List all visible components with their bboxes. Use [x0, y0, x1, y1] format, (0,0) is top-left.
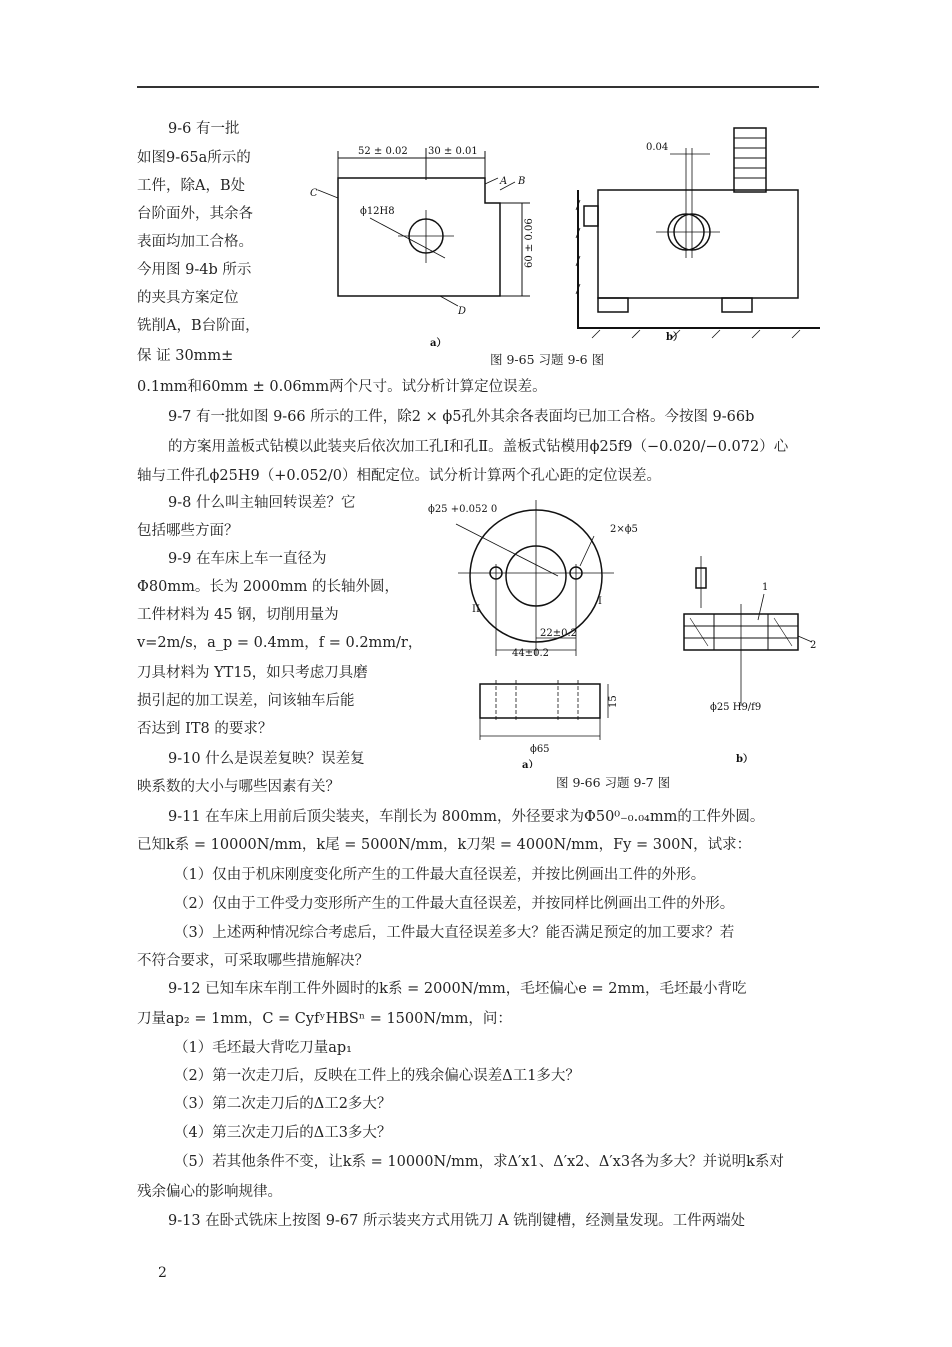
figure-9-65 [300, 118, 825, 350]
p911-item-3: （3）上述两种情况综合考虑后，工件最大直径误差多大？能否满足预定的加工要求？若 [174, 925, 735, 941]
p912-item-1: （1）毛坯最大背吃刀量ap₁ [174, 1040, 352, 1056]
fig966-one: 1 [762, 582, 769, 593]
p96-line-9: 保 证 30mm± [137, 348, 234, 364]
p910-line-2: 映系数的大小与哪些因素有关？ [137, 779, 340, 795]
p912-line-2: 刀量ap₂ = 1mm，C = CyfʸHBSⁿ = 1500N/mm，问： [137, 1011, 512, 1027]
p99-line-5: 刀具材料为 YT15，如只考虑刀具磨 [137, 665, 368, 681]
p99-line-1: 9-9 在车床上车一直径为 [168, 551, 327, 567]
p99-line-7: 否达到 IT8 的要求？ [137, 721, 273, 737]
p911-item-2: （2）仅由于工件受力变形所产生的工件最大直径误差，并按同样比例画出工件的外形。 [174, 896, 735, 912]
p96-line-6: 今用图 9-4b 所示 [137, 262, 252, 278]
p912-line-1: 9-12 已知车床车削工件外圆时的k系 = 2000N/mm，毛坯偏心e = 2mm，毛坯最小背吃 [168, 981, 747, 997]
fig966-d22: 22±0.2 [540, 628, 578, 639]
fig966-d44: 44±0.2 [512, 648, 550, 659]
p910-line-1: 9-10 什么是误差复映？误差复 [168, 751, 365, 767]
fig966-holes: 2×ϕ5 [610, 524, 638, 535]
p96-line-8: 铣削A，B台阶面， [137, 318, 260, 334]
fig966-top: ϕ25 +0.052 0 [428, 504, 498, 515]
p99-line-2: Φ80mm。长为 2000mm 的长轴外圆， [137, 579, 399, 595]
fig965-B: B [518, 176, 526, 187]
p912-item-3: （3）第二次走刀后的Δ工2多大？ [174, 1096, 392, 1112]
p911-tail: 不符合要求，可采取哪些措施解决？ [137, 953, 369, 969]
p99-line-6: 损引起的加工误差，问该轴车后能 [137, 693, 355, 709]
figure-9-66 [418, 496, 820, 768]
p97-line-1: 9-7 有一批如图 9-66 所示的工件，除2 × ϕ5孔外其余各表面均已加工合格。今按图 9-66b [168, 409, 755, 425]
fig966-II: II [472, 604, 480, 615]
fig965-D: D [458, 306, 467, 317]
p913-line-1: 9-13 在卧式铣床上按图 9-67 所示装夹方式用铣刀 A 铣削键槽，经测量发现。工件两端处 [168, 1213, 746, 1229]
fig965-b: b） [666, 332, 683, 343]
page-number: 2 [158, 1265, 167, 1281]
fig965-A: A [500, 176, 508, 187]
p96-line-2: 如图9-65a所示的 [137, 150, 251, 166]
fig966-a: a） [522, 760, 539, 768]
fig965-C: C [310, 188, 318, 199]
p98-line-1: 9-8 什么叫主轴回转误差？它 [168, 495, 356, 511]
p98-line-2: 包括哪些方面？ [137, 523, 239, 539]
p911-line-1: 9-11 在车床上用前后顶尖装夹，车削长为 800mm，外径要求为Φ50⁰₋₀.₀₄mm的工件外圆。 [168, 809, 765, 825]
fig966-d65: ϕ65 [530, 744, 550, 755]
p911-line-2: 已知k系 = 10000N/mm，k尾 = 5000N/mm，k刀架 = 4000N/mm，Fy = 300N，试求： [137, 837, 752, 853]
p96-line-7: 的夹具方案定位 [137, 290, 239, 306]
p911-item-1: （1）仅由于机床刚度变化所产生的工件最大直径误差，并按比例画出工件的外形。 [174, 867, 706, 883]
p96-line-4: 台阶面外，其余各 [137, 206, 253, 222]
fig965-a: a） [430, 338, 447, 349]
fig966-two: 2 [810, 640, 817, 651]
fig965-d004: 0.04 [646, 142, 669, 153]
p912-item-2: （2）第一次走刀后，反映在工件上的残余偏心误差Δ工1多大？ [174, 1068, 580, 1084]
fig966-I: I [598, 596, 602, 607]
p96-line-1: 9-6 有一批 [168, 121, 240, 137]
p96-tail: 0.1mm和60mm ± 0.06mm两个尺寸。试分析计算定位误差。 [137, 379, 547, 395]
fig966-caption: 图 9-66 习题 9-7 图 [556, 775, 671, 790]
fig965-dim1: 52 ± 0.02 [358, 146, 408, 157]
p912-item-5: （5）若其他条件不变，让k系 = 10000N/mm，求Δ′x1、Δ′x2、Δ′x3各为多大？并说明k系对 [174, 1154, 784, 1170]
fig965-dim60: 60 ± 0.06 [524, 218, 535, 268]
p912-tail: 残余偏心的影响规律。 [137, 1184, 282, 1200]
header-rule [137, 86, 819, 88]
p99-line-3: 工件材料为 45 钢，切削用量为 [137, 607, 339, 623]
p97-line-3: 轴与工件孔ϕ25H9（+0.052/0）相配定位。试分析计算两个孔心距的定位误差。 [137, 468, 661, 484]
p99-line-4: v=2m/s，a_p = 0.4mm，f = 0.2mm/r， [137, 635, 423, 651]
fig966-d15: 15 [608, 695, 619, 708]
fig966-fit: ϕ25 H9/f9 [710, 702, 762, 713]
p912-item-4: （4）第三次走刀后的Δ工3多大？ [174, 1125, 392, 1141]
fig965-caption: 图 9-65 习题 9-6 图 [490, 352, 605, 367]
p97-line-2: 的方案用盖板式钻模以此装夹后依次加工孔Ⅰ和孔Ⅱ。盖板式钻模用ϕ25f9（−0.020/−0.072）心 [168, 439, 789, 455]
fig965-hole: ϕ12H8 [360, 206, 395, 217]
p96-line-3: 工件，除A，B处 [137, 178, 246, 194]
fig965-dim2: 30 ± 0.01 [428, 146, 478, 157]
p96-line-5: 表面均加工合格。 [137, 234, 253, 250]
fig966-b: b） [736, 754, 753, 765]
